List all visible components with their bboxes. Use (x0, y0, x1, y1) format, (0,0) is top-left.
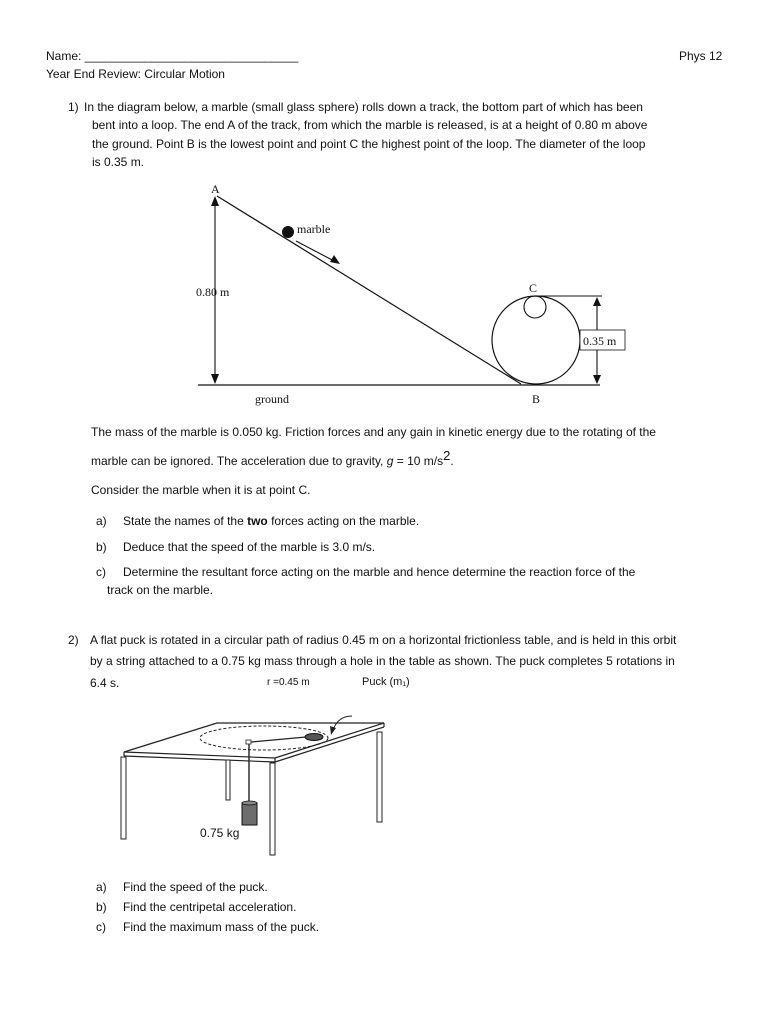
part-text: Find the maximum mass of the puck. (123, 920, 320, 934)
part-a-text-end: forces acting on the marble. (267, 514, 420, 528)
gravity-value: = 10 m/s (393, 454, 444, 468)
gravity-symbol: g (386, 454, 394, 468)
table-leg-back-right (377, 732, 382, 822)
gravity-exponent: 2 (443, 448, 451, 463)
question-1-consider: Consider the marble when it is at point C. (91, 483, 311, 497)
part-label: a) (96, 514, 107, 528)
question-2-part-c (96, 920, 319, 934)
gravity-period: . (450, 454, 454, 468)
part-a-bold: two (247, 514, 268, 528)
part-text: Find the speed of the puck. (123, 880, 268, 894)
part-label: b) (96, 900, 107, 914)
question-2-intro-line: by a string attached to a 0.75 kg mass through a hole in the table as shown. The puck completes 5 rotations in (90, 654, 675, 669)
puck-label: Puck (m₁) (362, 676, 410, 688)
question-1-intro-line: bent into a loop. The end A of the track, from which the marble is released, is at a height of 0.80 m above (92, 118, 648, 133)
hanging-mass (242, 803, 257, 825)
table-leg-front-left (121, 757, 126, 839)
part-text: Find the centripetal acceleration. (123, 900, 297, 914)
part-c-text: Determine the resultant force acting on the marble and hence determine the reaction force of the (123, 565, 636, 579)
name-field-label: Name: ________________________________ (46, 49, 299, 63)
question-1-part-c-continued: track on the marble. (107, 583, 214, 597)
question-2-part-b (96, 900, 296, 914)
question-1-mass-line-1: The mass of the marble is 0.050 kg. Friction forces and any gain in kinetic energy due to the rotating of the (91, 425, 656, 439)
point-c-label: C (529, 281, 538, 295)
part-label: b) (96, 540, 107, 554)
question-2-intro-line: A flat puck is rotated in a circular path of radius 0.45 m on a horizontal frictionless table, and is held in this orbit (90, 633, 677, 647)
point-b-label: B (532, 392, 541, 406)
table-leg-front-right (270, 763, 275, 855)
worksheet-subtitle: Year End Review: Circular Motion (46, 67, 225, 81)
radius-label: r =0.45 m (267, 677, 310, 688)
height-label: 0.80 m (196, 285, 230, 299)
point-a-label: A (211, 182, 220, 196)
part-a-text: State the names of the (123, 514, 248, 528)
question-2-number: 2) (68, 633, 79, 647)
marble-label: marble (297, 222, 331, 236)
mass-line-2-text: marble can be ignored. The acceleration due to gravity, (91, 454, 387, 468)
question-2-intro-line: 6.4 s. (90, 675, 120, 690)
table-hole (246, 740, 251, 744)
hanging-mass-top (242, 801, 257, 805)
part-label: c) (96, 565, 106, 579)
question-1-intro-line: the ground. Point B is the lowest point and point C the highest point of the loop. The diameter of the loop (92, 136, 646, 151)
diameter-label: 0.35 m (583, 334, 617, 348)
course-label: Phys 12 (679, 49, 723, 63)
question-1-intro-line: In the diagram below, a marble (small glass sphere) rolls down a track, the bottom part of which has been (84, 100, 643, 114)
puck (305, 734, 323, 741)
question-1-number: 1) (68, 100, 79, 114)
part-label: a) (96, 880, 107, 894)
table-leg-back-left (226, 760, 230, 800)
part-label: c) (96, 920, 106, 934)
ground-label: ground (255, 392, 289, 406)
hanging-mass-label: 0.75 kg (200, 826, 240, 840)
question-1-intro-line: is 0.35 m. (92, 155, 145, 170)
tabletop (124, 723, 384, 758)
part-b-text: Deduce that the speed of the marble is 3.0 m/s. (123, 540, 376, 554)
question-2-part-a (96, 880, 268, 894)
